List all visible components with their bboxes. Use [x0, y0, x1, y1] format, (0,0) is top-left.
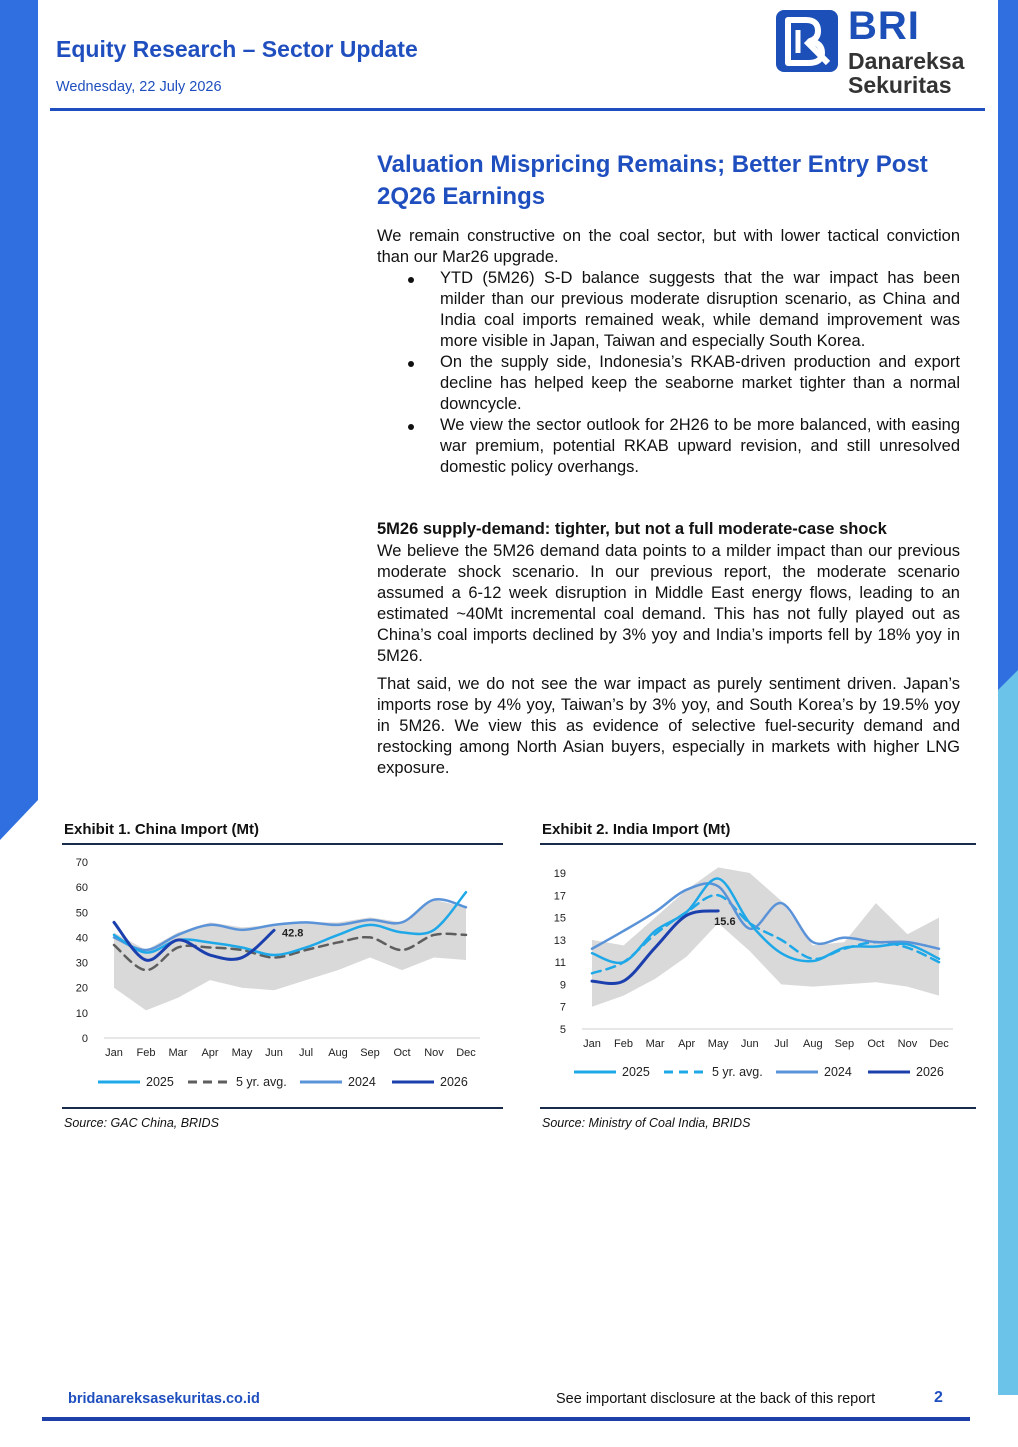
right-accent-stripe	[998, 0, 1018, 1395]
x-tick-label: May	[231, 1047, 253, 1059]
list-item	[377, 352, 960, 415]
range-band	[592, 867, 939, 1006]
x-tick-label: Aug	[328, 1047, 348, 1059]
x-tick-label: Apr	[678, 1038, 696, 1050]
bullet-text: YTD (5M26) S-D balance suggests that the war impact has been milder than our previous moderate disruption scenario, as China and India coal imports remained weak, while demand improvement was more visible in Japan, Taiwan and especially South Korea.	[440, 269, 960, 350]
bri-logo-icon	[776, 10, 838, 72]
article-heading: Valuation Mispricing Remains; Better Entry Post 2Q26 Earnings	[377, 151, 928, 210]
x-tick-label: Jun	[265, 1047, 283, 1059]
data-label: 15.6	[714, 915, 736, 928]
left-accent-stripe	[0, 0, 38, 840]
x-tick-label: Sep	[834, 1038, 855, 1050]
intro-paragraph: We remain constructive on the coal sector, but with lower tactical conviction than our Mar26 upgrade.	[377, 227, 960, 266]
list-item	[377, 268, 960, 352]
x-tick-label: Nov	[897, 1038, 918, 1050]
x-tick-label: Jul	[774, 1038, 789, 1050]
x-tick-label: Dec	[929, 1038, 949, 1050]
x-tick-label: Oct	[393, 1047, 411, 1059]
x-tick-label: Jan	[105, 1047, 123, 1059]
exhibit-1-source: Source: GAC China, BRIDS	[64, 1116, 219, 1130]
y-tick-label: 40	[75, 932, 88, 945]
y-tick-label: 5	[559, 1024, 566, 1036]
legend-label: 2024	[348, 1075, 376, 1089]
y-tick-label: 15	[553, 912, 566, 925]
header-divider	[50, 108, 985, 111]
x-tick-label: Mar	[168, 1047, 188, 1059]
logo-brand-text: BRI	[848, 4, 920, 48]
exhibit-2-title: Exhibit 2. India Import (Mt)	[542, 821, 731, 838]
x-tick-label: Aug	[803, 1038, 823, 1050]
data-label: 42.8	[282, 927, 304, 940]
page-number: 2	[934, 1389, 943, 1406]
key-points-list	[377, 268, 960, 478]
x-tick-label: Dec	[456, 1047, 476, 1059]
bullet-text: We view the sector outlook for 2H26 to be more balanced, with easing war premium, potential RKAB upward revision, and still unresolved domestic policy overhangs.	[440, 416, 960, 476]
y-tick-label: 60	[75, 882, 88, 895]
list-item	[377, 415, 960, 478]
report-type-title: Equity Research – Sector Update	[56, 36, 418, 62]
legend-label: 2024	[824, 1065, 852, 1079]
y-tick-label: 11	[554, 957, 566, 970]
y-tick-label: 70	[75, 857, 88, 869]
section-subheading: 5M26 supply-demand: tighter, but not a full moderate-case shock	[377, 520, 887, 538]
body-paragraph: We believe the 5M26 demand data points to a milder impact than our previous moderate shock scenario. In our previous report, the moderate scenario assumed a 6-12 week disruption in Middle East energy flows, leading to an estimated ~40Mt incremental coal demand. This has not fully played out as China’s coal imports declined by 3% yoy and India’s imports fell by 18% yoy in 5M26.	[377, 542, 960, 665]
report-date: Wednesday, 22 July 2026	[56, 79, 222, 95]
y-tick-label: 17	[553, 890, 566, 903]
legend-label: 2026	[440, 1075, 468, 1089]
y-tick-label: 13	[553, 934, 566, 947]
china-import-chart	[62, 848, 503, 1103]
x-tick-label: Oct	[867, 1038, 885, 1050]
india-import-chart	[540, 848, 976, 1103]
x-tick-label: Feb	[136, 1047, 156, 1059]
y-tick-label: 20	[75, 982, 88, 995]
body-paragraph: That said, we do not see the war impact as purely sentiment driven. Japan’s imports rose by 4% yoy, Taiwan’s by 3% yoy, and South Korea’s by 19.5% yoy in 5M26. We view this as evidence of selective fuel-security demand and restocking among North Asian buyers, especially in markets with higher LNG exposure.	[377, 675, 960, 777]
exhibit-1-bottom-rule	[62, 1107, 503, 1109]
footer-website-link[interactable]: bridanareksasekuritas.co.id	[68, 1391, 260, 1407]
exhibit-2-source: Source: Ministry of Coal India, BRIDS	[542, 1116, 751, 1130]
logo-line-3: Sekuritas	[848, 72, 952, 98]
y-tick-label: 19	[553, 868, 566, 880]
y-tick-label: 0	[81, 1033, 88, 1045]
footer-divider	[42, 1417, 970, 1421]
bullet-icon	[408, 277, 414, 283]
y-tick-label: 50	[75, 907, 88, 920]
x-tick-label: Sep	[360, 1047, 380, 1059]
exhibit-2-bottom-rule	[540, 1107, 976, 1109]
x-tick-label: Nov	[424, 1047, 444, 1059]
x-tick-label: Jul	[298, 1047, 314, 1059]
footer-disclosure: See important disclosure at the back of this report	[556, 1391, 876, 1407]
exhibit-1-title: Exhibit 1. China Import (Mt)	[64, 821, 259, 838]
x-tick-label: Jan	[583, 1038, 601, 1050]
y-tick-label: 9	[559, 979, 566, 992]
y-tick-label: 10	[75, 1007, 88, 1020]
exhibit-1-top-rule	[62, 843, 503, 845]
x-tick-label: Apr	[201, 1047, 219, 1059]
company-logo	[776, 4, 976, 100]
y-tick-label: 30	[75, 957, 88, 970]
bullet-icon	[408, 361, 414, 367]
logo-line-2: Danareksa	[848, 48, 965, 74]
y-tick-label: 7	[559, 1001, 566, 1014]
legend-label: 2026	[916, 1065, 944, 1079]
legend-label: 5 yr. avg.	[712, 1065, 763, 1079]
bullet-icon	[408, 424, 414, 430]
legend-label: 5 yr. avg.	[236, 1075, 287, 1089]
legend-label: 2025	[146, 1075, 174, 1089]
legend-label: 2025	[622, 1065, 650, 1079]
x-tick-label: Feb	[614, 1038, 634, 1050]
x-tick-label: Jun	[740, 1038, 759, 1050]
x-tick-label: May	[707, 1038, 729, 1050]
exhibit-2-top-rule	[540, 843, 976, 845]
bullet-text: On the supply side, Indonesia’s RKAB-driven production and export decline has helped keep the seaborne market tighter than a normal downcycle.	[440, 353, 960, 413]
x-tick-label: Mar	[645, 1038, 665, 1050]
